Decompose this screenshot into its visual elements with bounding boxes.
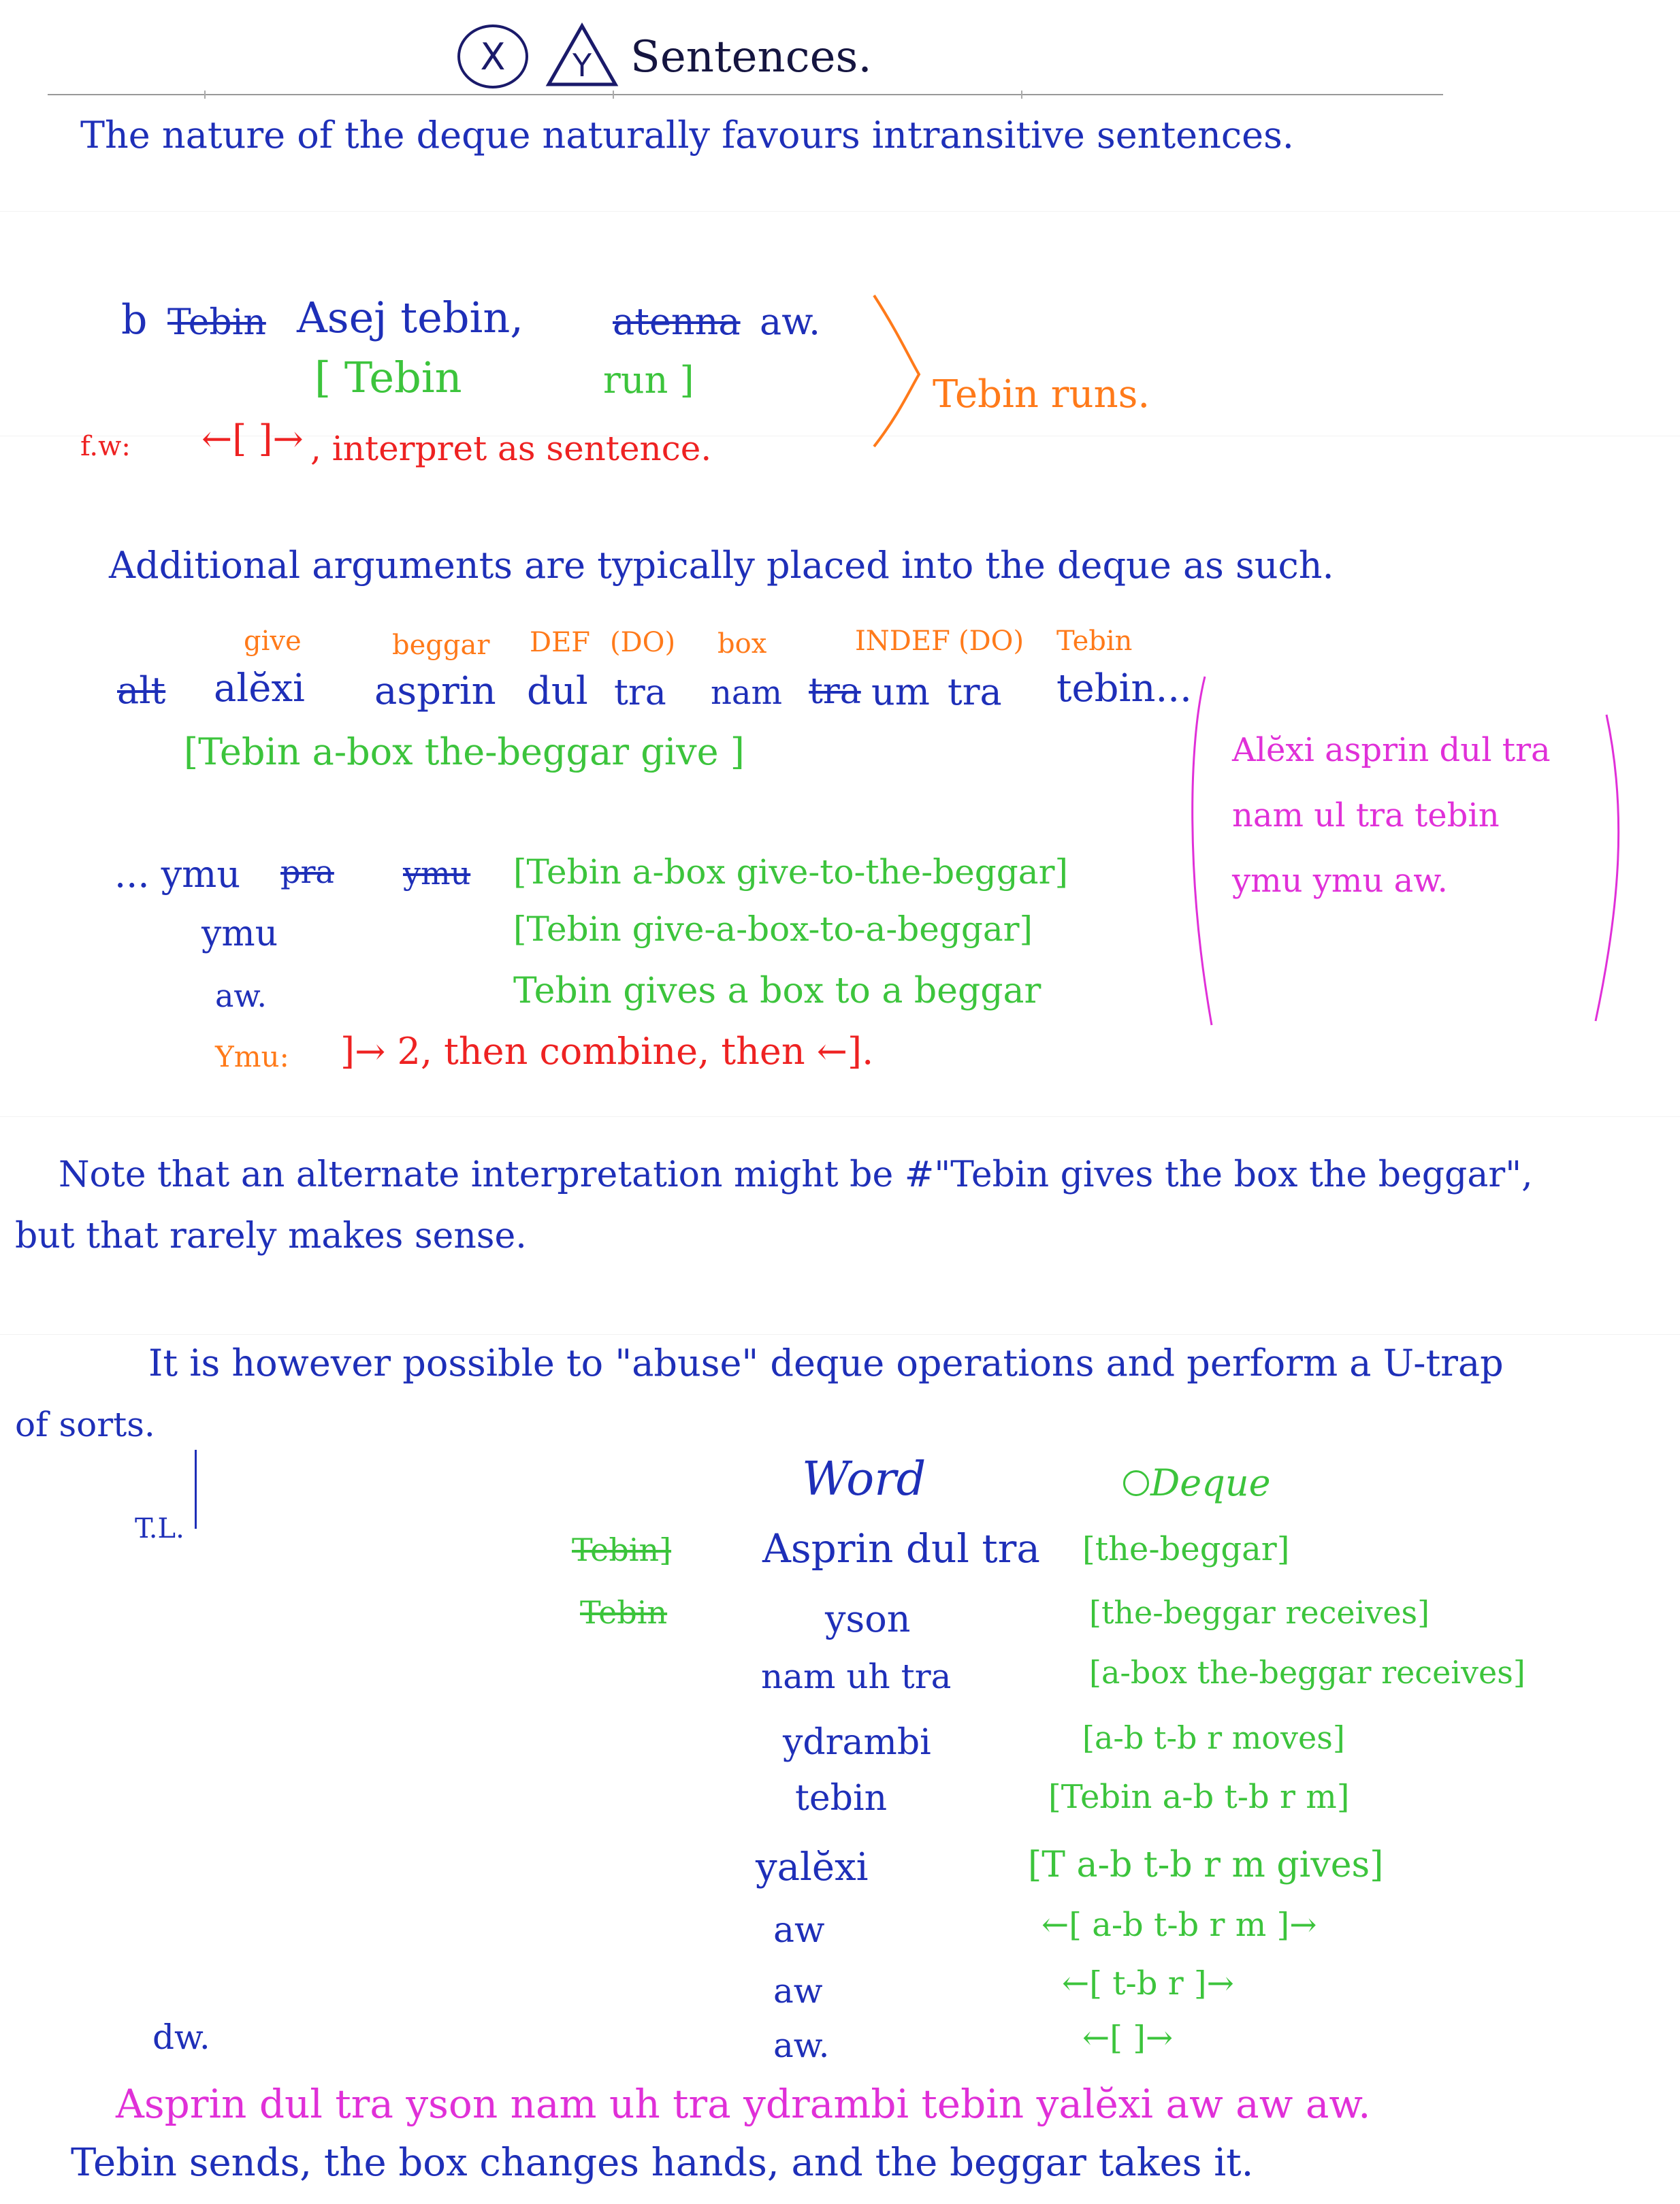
note-line-2: but that rarely makes sense. [15,1216,527,1257]
side-mark-vertical [195,1450,197,1529]
abuse-line-2: of sorts. [15,1405,155,1444]
fw-label: f.w: [80,431,131,462]
example1-gloss-open: [ Tebin [314,353,462,402]
table-row-9-word: aw. [773,2026,830,2065]
side-note-parens [1184,674,1634,1028]
example2-word-tebin: tebin... [1056,666,1192,711]
example2-word-um: um [871,670,930,713]
table-row-5-word: tebin [795,1778,888,1819]
ymu-label: Ymu: [215,1040,289,1073]
page-title: Sentences. [630,32,872,82]
side-note-line-2: nam ul tra tebin [1232,796,1500,834]
example1-bracket [871,293,926,449]
abuse-line-1: It is however possible to "abuse" deque operations and perform a U-trap [148,1342,1504,1384]
table-row-3-deque: [a-box the-beggar receives] [1089,1654,1525,1691]
row3-gloss: Tebin gives a box to a beggar [513,971,1041,1011]
column-header-deque: Deque [1150,1461,1271,1504]
column-header-word: Word [802,1453,926,1506]
ymu-rule: ]→ 2, then combine, then ←]. [340,1030,874,1073]
label-give: give [244,626,302,657]
side-note-line-1: Alĕxi asprin dul tra [1232,731,1551,769]
label-indef: INDEF [855,626,950,657]
example1-struck-word: Tebin [167,302,266,343]
table-row-2-word: yson [825,1598,911,1640]
example1-end: aw. [760,300,821,343]
bottom-left-mark: dw. [152,2017,210,2057]
table-row-3-word: nam uh tra [761,1657,952,1696]
example2-struck-1: alt [117,669,166,712]
side-mark-tl: T.L. [135,1513,184,1544]
example2-word-nam: nam [711,674,783,712]
label-beggar: beggar [392,630,490,661]
table-row-7-word: aw [773,1910,825,1951]
table-row-1-deque: [the-beggar] [1082,1530,1290,1568]
example2-word-asprin: asprin [374,669,496,713]
example1-struck-word-2: atenna [613,300,741,343]
example2-gloss-1: [Tebin a-box the-beggar give ] [184,730,745,773]
row1-word: ... ymu [114,853,241,896]
table-row-9-deque: ←[ ]→ [1082,2019,1174,2057]
row2-gloss: [Tebin give-a-box-to-a-beggar] [513,909,1033,949]
table-row-4-word: ydrambi [783,1722,931,1763]
y-triangle-icon [545,22,619,90]
example2-struck-2: tra [809,671,861,712]
final-translation: Tebin sends, the box changes hands, and the beggar takes it. [71,2141,1254,2185]
intro-text: The nature of the deque naturally favours intransitive sentences. [80,114,1294,157]
label-box: box [717,628,767,660]
x-symbol-icon: X [457,25,528,88]
example2-word-dul: dul [527,669,588,713]
row3-word: aw. [215,977,267,1014]
additional-text: Additional arguments are typically placed into the deque as such. [109,544,1334,587]
note-line-1: Note that an alternate interpretation might be #"Tebin gives the box the beggar", [59,1154,1533,1195]
fw-arrows: ←[ ]→ [201,417,304,460]
label-do-1: (DO) [610,627,676,658]
label-do-2: (DO) [958,626,1024,657]
table-row-8-deque: ←[ t-b r ]→ [1062,1964,1234,2003]
example2-word-tra: tra [614,672,666,713]
table-struck-a: Tebin] [572,1532,672,1568]
table-row-1-word: Asprin dul tra [762,1525,1040,1572]
example1-gloss-close: run ] [603,359,694,402]
row1-struck-a: pra [280,854,334,890]
table-row-2-deque: [the-beggar receives] [1089,1594,1430,1631]
example2-word-tra-2: tra [948,670,1002,713]
fw-text: , interpret as sentence. [310,429,712,468]
table-row-6-deque: [T a-b t-b r m gives] [1028,1845,1384,1885]
table-row-4-deque: [a-b t-b r moves] [1082,1719,1345,1756]
row1-struck-b: ymu [403,855,471,892]
label-def: DEF [530,627,591,658]
example1-sentence: Asej tebin, [297,293,523,342]
final-sentence: Asprin dul tra yson nam uh tra ydrambi tebin yalĕxi aw aw aw. [116,2081,1371,2127]
table-row-8-word: aw [773,1971,823,2011]
example1-translation: Tebin runs. [933,372,1150,417]
empty-set-icon [1123,1470,1149,1496]
label-tebin: Tebin [1056,626,1133,657]
row2-word: ymu [201,913,278,954]
example1-prefix: b [121,296,148,344]
row1-gloss: [Tebin a-box give-to-the-beggar] [513,852,1068,892]
example2-word-alexi: alĕxi [214,666,305,711]
table-row-7-deque: ←[ a-b t-b r m ]→ [1041,1906,1317,1944]
side-note-line-3: ymu ymu aw. [1232,862,1448,900]
table-struck-b: Tebin [580,1594,668,1631]
title-divider [48,94,1443,95]
table-row-6-word: yalĕxi [756,1845,869,1890]
svg-text:Y: Y [572,47,592,84]
table-row-5-deque: [Tebin a-b t-b r m] [1048,1778,1350,1816]
